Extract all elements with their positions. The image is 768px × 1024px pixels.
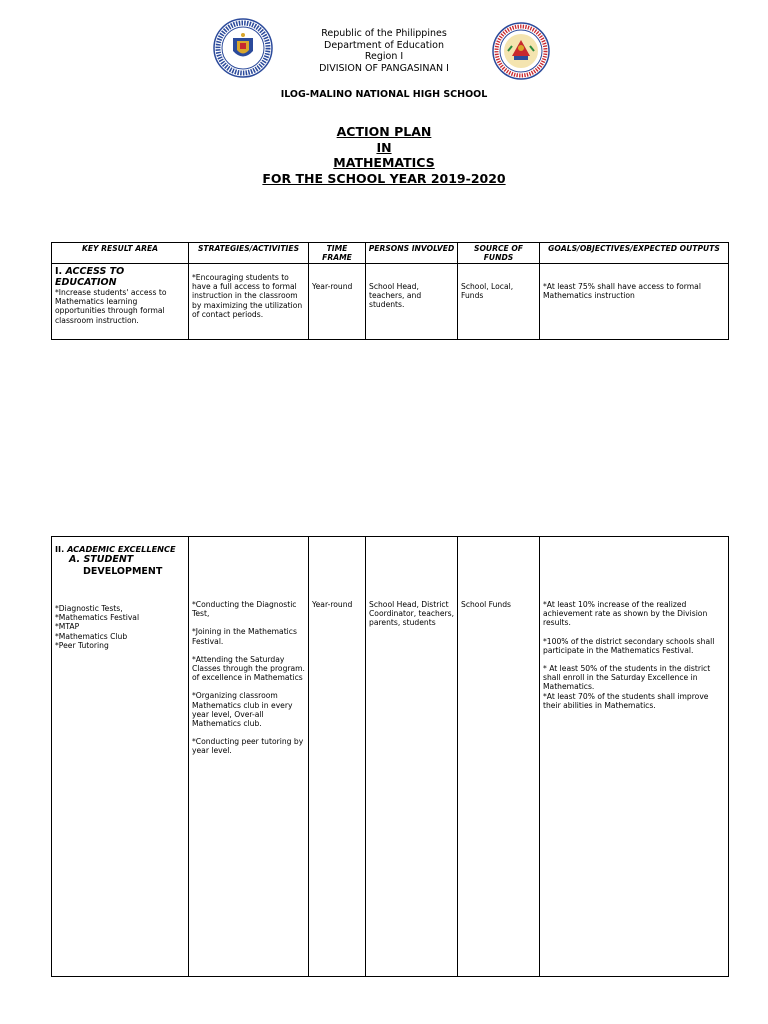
title-line: IN xyxy=(376,139,392,155)
kra-cell xyxy=(52,537,189,977)
letterhead-line: Department of Education xyxy=(324,39,444,51)
kra-subheading xyxy=(55,554,185,577)
strategy-text: *Organizing classroom Mathematics club in every year level, Over-all Mathematics club. xyxy=(192,691,293,729)
persons-cell xyxy=(366,264,458,340)
time-text: Year-round xyxy=(312,600,353,609)
time-cell xyxy=(309,264,366,340)
table-row xyxy=(52,264,729,340)
strategy-text: *Conducting peer tutoring by year level. xyxy=(192,737,304,756)
document-title xyxy=(0,124,768,186)
persons-text: School Head, teachers, and students. xyxy=(369,282,422,310)
kra-items: *Diagnostic Tests, *Mathematics Festival *MTAP *Mathematics Club *Peer Tutoring xyxy=(55,604,140,650)
title-line: ACTION PLAN xyxy=(336,124,432,139)
header-strategies: STRATEGIES/ACTIVITIES xyxy=(189,243,309,264)
source-text: School Funds xyxy=(461,600,511,609)
header-key-result-area: KEY RESULT AREA xyxy=(52,243,189,264)
table-header-row xyxy=(52,243,729,264)
persons-text: School Head, District Coordinator, teachers, parents, students xyxy=(369,600,455,628)
kra-heading xyxy=(55,544,185,554)
goals-text: *At least 75% shall have access to formal Mathematics instruction xyxy=(543,282,701,301)
goals-text: *At least 10% increase of the realized achievement rate as shown by the Division results. xyxy=(543,600,708,628)
letterhead-line: Republic of the Philippines xyxy=(321,28,447,39)
header-goals: GOALS/OBJECTIVES/EXPECTED OUTPUTS xyxy=(540,243,729,264)
kra-number: I. xyxy=(55,266,63,277)
kra-subheading-a: A. STUDENT xyxy=(69,554,134,565)
goals-text: * At least 50% of the students in the district shall enroll in the Saturday Excellence in Mathematics. xyxy=(543,664,711,692)
letterhead xyxy=(0,28,768,74)
action-plan-table-excellence xyxy=(51,536,729,977)
strategy-text: *Encouraging students to have a full access to formal instruction in the classroom by maximizing the utilization of contact periods. xyxy=(192,273,303,319)
goals-text: *100% of the district secondary schools shall participate in the Mathematics Festival. xyxy=(543,636,715,655)
time-text: Year-round xyxy=(312,282,353,291)
letterhead-line: DIVISION OF PANGASINAN I xyxy=(319,62,449,74)
title-line: MATHEMATICS xyxy=(333,155,435,170)
kra-title: ACCESS TO EDUCATION xyxy=(55,266,125,288)
header-persons-involved: PERSONS INVOLVED xyxy=(366,243,458,264)
header-time-frame: TIME FRAME xyxy=(309,243,366,264)
kra-heading xyxy=(55,266,185,288)
source-cell xyxy=(458,264,540,340)
letterhead-line: Region I xyxy=(364,51,404,62)
kra-cell xyxy=(52,264,189,340)
goals-cell xyxy=(540,537,729,977)
strategy-text: *Joining in the Mathematics Festival. xyxy=(192,627,297,646)
action-plan-table-access xyxy=(51,242,729,340)
school-name: ILOG-MALINO NATIONAL HIGH SCHOOL xyxy=(280,89,488,100)
time-cell xyxy=(309,537,366,977)
title-line: FOR THE SCHOOL YEAR 2019-2020 xyxy=(262,170,506,186)
strategy-cell xyxy=(189,264,309,340)
goals-text: *At least 70% of the students shall improve their abilities in Mathematics. xyxy=(543,691,709,710)
source-cell xyxy=(458,537,540,977)
header-source-of-funds: SOURCE OF FUNDS xyxy=(458,243,540,264)
table-row xyxy=(52,537,729,977)
goals-cell xyxy=(540,264,729,340)
strategy-cell xyxy=(189,537,309,977)
kra-number: II. xyxy=(55,544,65,554)
source-text: School, Local, Funds xyxy=(461,282,514,301)
kra-subheading-b: DEVELOPMENT xyxy=(83,565,163,577)
kra-text: *Increase students' access to Mathematics learning opportunities through formal classroom instruction. xyxy=(55,288,167,325)
strategy-text: *Attending the Saturday Classes through the program. of excellence in Mathematics xyxy=(192,654,305,683)
persons-cell xyxy=(366,537,458,977)
kra-title: ACADEMIC EXCELLENCE xyxy=(67,544,176,554)
strategy-text: *Conducting the Diagnostic Test, xyxy=(192,600,297,619)
